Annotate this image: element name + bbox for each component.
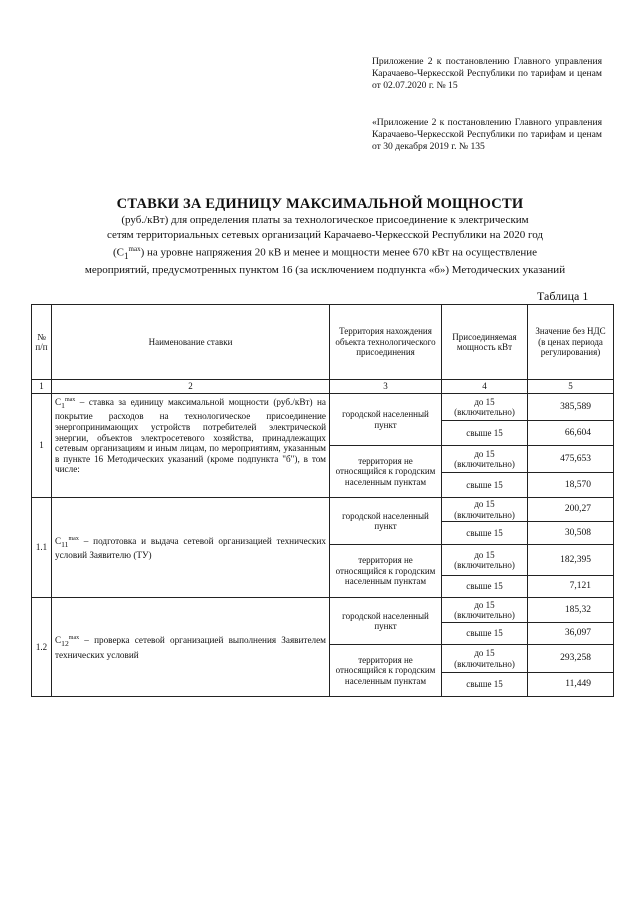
table-label: Таблица 1 <box>537 289 589 303</box>
power-upto-15: до 15 (включительно) <box>442 446 528 473</box>
subtitle-line-1: (руб./кВт) для определения платы за технологическое присоединение к электрическим <box>121 214 529 226</box>
colnum-2: 2 <box>52 380 330 394</box>
rate-text: – проверка сетевой организацией выполнения Заявителем технических условий <box>55 635 326 660</box>
power-over-15: свыше 15 <box>442 421 528 446</box>
table-row <box>32 498 614 522</box>
power-upto-15: до 15 (включительно) <box>442 394 528 421</box>
rate-value: 200,27 <box>528 498 614 522</box>
rate-value: 185,32 <box>528 598 614 623</box>
annex-current-reference: Приложение 2 к постановлению Главного управления Карачаево-Черкесской Республики по тарифам и ценам от 02.07.2020 г. № 15 <box>372 56 602 91</box>
table-header-row <box>32 305 614 380</box>
rate-value: 11,449 <box>528 673 614 697</box>
annex-previous-reference: «Приложение 2 к постановлению Главного управления Карачаево-Черкесской Республики по тарифам и ценам от 30 декабря 2019 г. № 135 <box>372 117 602 152</box>
colnum-3: 3 <box>330 380 442 394</box>
rate-description <box>52 598 330 697</box>
row-number: 1.1 <box>32 498 52 598</box>
header-name: Наименование ставки <box>52 305 330 380</box>
header-power: Присоединяемая мощность кВт <box>442 305 528 380</box>
row-number: 1.2 <box>32 598 52 697</box>
power-upto-15: до 15 (включительно) <box>442 598 528 623</box>
rate-value: 30,508 <box>528 522 614 545</box>
row-number: 1 <box>32 394 52 498</box>
document-subtitle <box>40 213 610 278</box>
subtitle-line-2: сетям территориальных сетевых организаций Карачаево-Черкесской Республики на 2020 год <box>107 228 543 241</box>
colnum-1: 1 <box>32 380 52 394</box>
territory-rural: территория не относящийся к городским населенным пунктам <box>330 446 442 498</box>
rate-value: 385,589 <box>528 394 614 421</box>
subtitle-line-4: мероприятий, предусмотренных пунктом 16 (за исключением подпункта «б») Методических указаний <box>84 264 566 277</box>
subtitle-line-3-text: ) на уровне напряжения 20 кВ и менее и мощности менее 670 кВт на осуществление <box>140 246 538 259</box>
power-over-15: свыше 15 <box>442 576 528 598</box>
territory-urban: городской населенный пункт <box>330 498 442 545</box>
table-row <box>32 394 614 421</box>
rates-table <box>31 304 614 697</box>
rate-symbol: C <box>55 635 62 646</box>
header-territory: Территория нахождения объекта технологического присоединения <box>330 305 442 380</box>
territory-urban: городской населенный пункт <box>330 394 442 446</box>
rate-symbol-sup: max <box>64 397 76 403</box>
rate-symbol-sup: max <box>68 535 79 542</box>
territory-rural: территория не относящийся к городским населенным пунктам <box>330 545 442 598</box>
power-over-15: свыше 15 <box>442 522 528 545</box>
rate-symbol-sub: 1 <box>61 400 65 410</box>
rate-value: 66,604 <box>528 421 614 446</box>
subtitle-symbol-sub: 1 <box>123 250 129 261</box>
power-upto-15: до 15 (включительно) <box>442 545 528 576</box>
territory-rural: территория не относящийся к городским населенным пунктам <box>330 645 442 697</box>
document-title: СТАВКИ ЗА ЕДИНИЦУ МАКСИМАЛЬНОЙ МОЩНОСТИ <box>116 196 524 212</box>
rate-text: – ставка за единицу максимальной мощности (руб./кВт) на покрытие расходов на технологическое присоединение энергопринимающих устройств потребителей электрической энергии, объектов электросетевого хозяйства, принадлежащих сетевым организациям и иным лицам, по мероприятиям, указанным в пункте 16 Методических указаний (кроме подпункта "б"), в том числе: <box>55 397 326 475</box>
rate-symbol: C <box>55 536 62 547</box>
rate-value: 293,258 <box>528 645 614 673</box>
power-upto-15: до 15 (включительно) <box>442 645 528 673</box>
rate-symbol: C <box>55 397 62 408</box>
header-value: Значение без НДС (в ценах периода регулирования) <box>528 305 614 380</box>
colnum-4: 4 <box>442 380 528 394</box>
subtitle-line-3 <box>40 242 610 263</box>
column-number-row <box>32 380 614 394</box>
subtitle-symbol-sup: max <box>128 245 141 253</box>
rate-symbol-sup: max <box>68 635 80 642</box>
power-over-15: свыше 15 <box>442 623 528 645</box>
rate-description <box>52 394 330 498</box>
rate-text: – подготовка и выдача сетевой организацией технических условий Заявителю (ТУ) <box>55 536 326 561</box>
table-row <box>32 598 614 623</box>
colnum-5: 5 <box>528 380 614 394</box>
rate-value: 475,653 <box>528 446 614 473</box>
power-upto-15: до 15 (включительно) <box>442 498 528 522</box>
power-over-15: свыше 15 <box>442 673 528 697</box>
rate-value: 36,097 <box>528 623 614 645</box>
rate-description <box>52 498 330 598</box>
power-over-15: свыше 15 <box>442 473 528 498</box>
rate-value: 182,395 <box>528 545 614 576</box>
subtitle-symbol: (C <box>112 246 124 259</box>
rate-symbol-sub: 11 <box>61 539 69 549</box>
header-num: № п/п <box>32 305 52 380</box>
rate-value: 18,570 <box>528 473 614 498</box>
territory-urban: городской населенный пункт <box>330 598 442 645</box>
rate-value: 7,121 <box>528 576 614 598</box>
rate-symbol-sub: 12 <box>61 639 69 649</box>
